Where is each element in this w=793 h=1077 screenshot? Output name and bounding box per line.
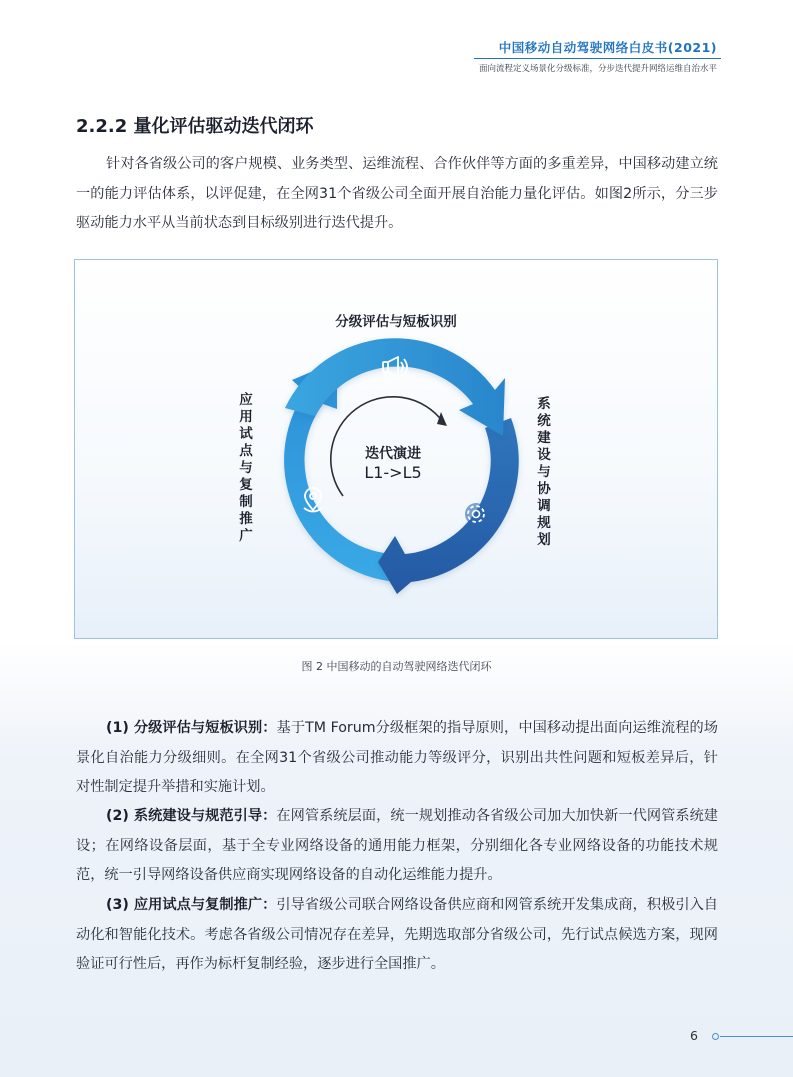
item-3-text: 引导省级公司联合网络设备供应商和网管系统开发集成商，积极引入自动化和智能化技术。考虑各省级公司情况存在差异，先期选取部分省级公司，先行试点候选方案，现网验证可行性后，再作为标杆复制经验，逐步进行全国推广。 bbox=[76, 897, 718, 972]
right-stage-label: 系统建设与协调规划 bbox=[537, 396, 551, 548]
page-number: 6 bbox=[690, 1028, 698, 1043]
intro-text: 针对各省级公司的客户规模、业务类型、运维流程、合作伙伴等方面的多重差异，中国移动建立统一的能力评估体系，以评促建，在全网31个省级公司全面开展自治能力量化评估。如图2所示，分三步驱动能力水平从当前状态到目标级别进行迭代提升。 bbox=[76, 156, 718, 231]
header-title: 中国移动自动驾驶网络白皮书(2021) bbox=[498, 40, 717, 55]
item-2-paragraph bbox=[76, 802, 718, 891]
item-1-paragraph bbox=[76, 714, 718, 803]
gear-icon bbox=[465, 503, 487, 525]
top-stage-label: 分级评估与短板识别 bbox=[335, 314, 457, 330]
item-3-heading: (3) 应用试点与复制推广： bbox=[106, 897, 277, 913]
center-label-line1: 迭代演进 bbox=[365, 446, 421, 462]
header-rule bbox=[474, 58, 721, 59]
page-number-line bbox=[720, 1036, 793, 1037]
left-stage-label: 应用试点与复制推广 bbox=[239, 392, 253, 544]
item-1-text: 基于TM Forum分级框架的指导原则，中国移动提出面向运维流程的场景化自治能力分级细则。在全网31个省级公司推动能力等级评分，识别出共性问题和短板差异后，针对性制定提升举措和实施计划。 bbox=[76, 720, 718, 795]
item-2-heading: (2) 系统建设与规范引导： bbox=[106, 808, 277, 824]
section-title: 2.2.2 量化评估驱动迭代闭环 bbox=[76, 116, 314, 137]
center-label-line2: L1->L5 bbox=[364, 463, 422, 482]
figure-box bbox=[74, 259, 718, 639]
figure-caption: 图 2 中国移动的自动驾驶网络迭代闭环 bbox=[301, 660, 492, 673]
page-number-dot bbox=[712, 1033, 719, 1040]
item-2-text: 在网管系统层面，统一规划推动各省级公司加大加快新一代网管系统建设；在网络设备层面，基于全专业网络设备的通用能力框架，分别细化各专业网络设备的功能技术规范，统一引导网络设备供应商实现网络设备的自动化运维能力提升。 bbox=[76, 808, 718, 883]
item-1-heading: (1) 分级评估与短板识别： bbox=[106, 720, 277, 736]
item-3-paragraph bbox=[76, 891, 718, 980]
header-subtitle: 面向流程定义场景化分级标准，分步迭代提升网络运维自治水平 bbox=[478, 64, 717, 74]
intro-paragraph bbox=[76, 150, 718, 239]
